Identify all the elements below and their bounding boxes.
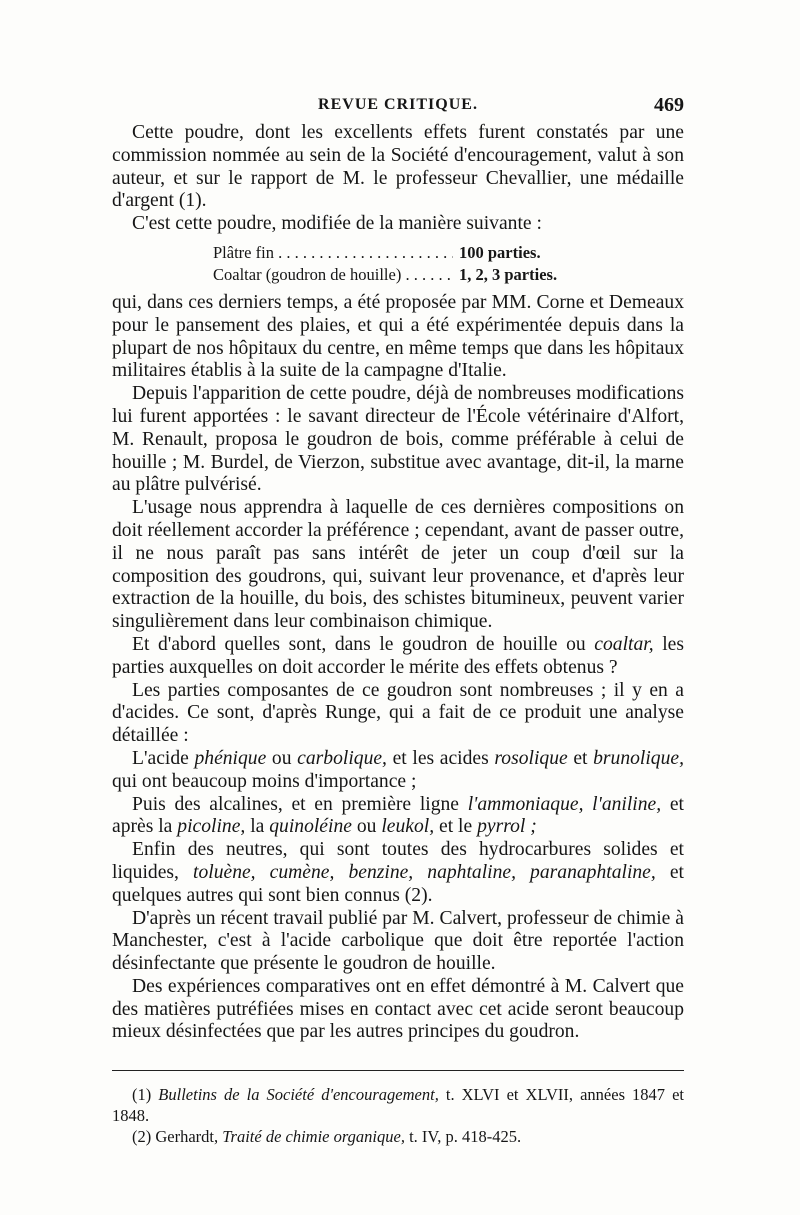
italic-term: phénique xyxy=(194,747,267,769)
italic-term: quinoléine xyxy=(269,816,352,838)
paragraph-1: Cette poudre, dont les excellents effets furent constatés par une commission nommée au sein de la Société d'encouragement, valut à son auteur, et sur le rapport de M. le professeur Chevallier, une médaille d'argent (1). xyxy=(112,122,684,212)
paragraph-12: Des expériences comparatives ont en effet démontré à M. Calvert que des matières putréfiées mises en contact avec cet acide seront beaucoup mieux désinfectées que par les autres principes du goudron. xyxy=(112,975,684,1043)
text-run: qui ont beaucoup moins d'importance ; xyxy=(112,770,417,792)
text-run: la xyxy=(245,816,270,838)
text-run: Enfin des neutres, qui sont toutes des hydrocarbures solides et liquides, xyxy=(112,839,684,883)
footnote-marker: (2) Gerhardt, xyxy=(132,1127,223,1146)
footnote-1 xyxy=(112,1084,684,1126)
text-run: L'acide xyxy=(132,747,195,769)
formula-row xyxy=(213,242,684,264)
italic-term: toluène, cumène, benzine, naphtaline, paranaphtaline, xyxy=(193,861,656,883)
formula-table xyxy=(213,242,684,286)
text-run: et après la xyxy=(112,793,684,838)
formula-row xyxy=(213,264,684,286)
paragraph-3: qui, dans ces derniers temps, a été proposée par MM. Corne et Demeaux pour le pansement des plaies, et qui a été expérimentée depuis dans la plupart de nos hôpitaux du centre, en même temps que dans les hôpitaux militaires établis à la suite de la campagne d'Italie. xyxy=(112,291,684,382)
formula-ingredient: Plâtre fin . . . xyxy=(213,242,453,264)
paragraph-8 xyxy=(112,748,684,794)
page-number: 469 xyxy=(654,94,684,116)
footnote-title: Traité de chimie organique, xyxy=(222,1127,405,1146)
paragraph-9 xyxy=(112,794,684,840)
paragraph-11: D'après un récent travail publié par M. Calvert, professeur de chimie à Manchester, c'est à l'acide carbolique que doit être reportée l'action désinfectante que présente le goudron de houille. xyxy=(112,907,684,975)
text-run: Puis des alcalines, et en première ligne xyxy=(132,793,468,815)
paragraph-6 xyxy=(112,634,684,680)
italic-term: picoline, xyxy=(177,816,246,838)
text-run: et quelques autres qui sont bien connus (2). xyxy=(112,861,684,906)
footnote-rule xyxy=(112,1070,684,1071)
italic-term: leukol, xyxy=(381,816,435,838)
text-run: et les acides xyxy=(386,747,495,769)
body-text xyxy=(112,122,684,1044)
text-run: ou xyxy=(266,747,298,769)
footnote-marker: (1) xyxy=(132,1085,159,1104)
text-run: et xyxy=(567,747,594,769)
footnote-text: t. XLVI et XLVII, années 1847 et 1848. xyxy=(112,1085,684,1125)
footnotes xyxy=(112,1084,684,1147)
text-run: Et d'abord quelles sont, dans le goudron de houille ou xyxy=(132,633,595,655)
paragraph-4: Depuis l'apparition de cette poudre, déjà de nombreuses modifications lui furent apportées : le savant directeur de l'École vétérinaire d'Alfort, M. Renault, proposa le goudron de bois, comme préférable à celui de houille ; M. Burdel, de Vierzon, substitue avec avantage, dit-il, la marne au plâtre pulvérisé. xyxy=(112,383,684,496)
text-run: et le xyxy=(434,816,478,838)
italic-term: coaltar, xyxy=(594,633,654,655)
footnote-title: Bulletins de la Société d'encouragement, xyxy=(158,1085,439,1104)
paragraph-10 xyxy=(112,839,684,907)
italic-term: rosolique xyxy=(494,747,568,769)
formula-ingredient: Coaltar (goudron de houille) . . . xyxy=(213,264,453,286)
formula-amount: 100 parties. xyxy=(459,242,541,262)
text-run: les parties auxquelles on doit accorder le mérite des effets obtenus ? xyxy=(112,633,684,678)
paragraph-2: C'est cette poudre, modifiée de la manière suivante : xyxy=(132,213,542,235)
running-title: REVUE CRITIQUE. xyxy=(318,96,478,113)
italic-term: carbolique, xyxy=(297,747,387,769)
italic-term: l'ammoniaque, l'aniline, xyxy=(467,793,662,815)
paragraph-7: Les parties composantes de ce goudron sont nombreuses ; il y en a d'acides. Ce sont, d'après Runge, qui a fait de ce produit une analyse détaillée : xyxy=(112,679,684,747)
footnote-2 xyxy=(112,1126,684,1147)
italic-term: brunolique, xyxy=(593,747,684,769)
paragraph-5: L'usage nous apprendra à laquelle de ces dernières compositions on doit réellement accorder la préférence ; cependant, avant de passer outre, il ne nous paraît pas sans intérêt de jeter un coup d'œil sur la composition des goudrons, qui, suivant leur provenance, et d'après leur extraction de la houille, du bois, des schistes bitumineux, peuvent varier singulièrement dans leur combinaison chimique. xyxy=(112,497,684,633)
italic-term: pyrrol ; xyxy=(477,816,537,838)
text-run: ou xyxy=(351,816,382,838)
formula-amount: 1, 2, 3 parties. xyxy=(459,264,558,284)
footnote-text: t. IV, p. 418-425. xyxy=(404,1127,522,1146)
